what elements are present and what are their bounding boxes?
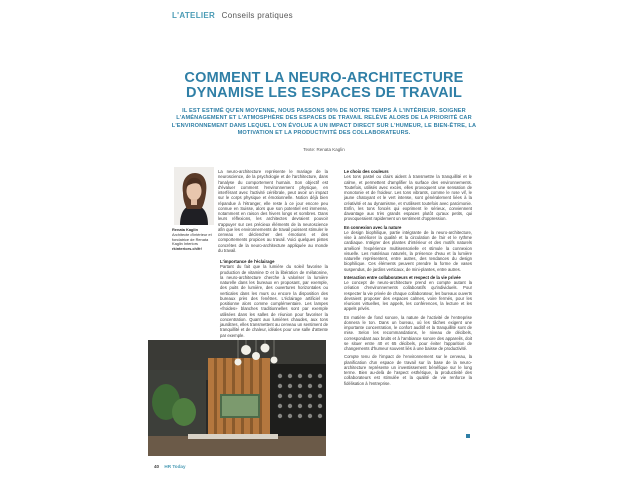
title-line-2: DYNAMISE LES ESPACES DE TRAVAIL (185, 85, 463, 101)
article-title (158, 71, 490, 101)
section-rubric (172, 11, 293, 20)
heading-colors: Le choix des couleurs (344, 169, 389, 174)
author-caption (172, 228, 218, 252)
heading-lighting: L'importance de l'éclairage (220, 259, 275, 264)
column-right (344, 169, 472, 386)
subsection-label: Conseils pratiques (221, 11, 293, 20)
office-photo (148, 340, 326, 456)
paragraph-colors: Les tons pastel ou clairs aident à transmettre la tranquillité et le calme, et permettent d'amplifier la surface des environnements. Toutefois, utilisés avec excès, elles provoquent une sensation de monotonie et de froideur. Les tons vibrants, comme le rose vif, le jaune chatoyant et le vert intense, sont généralement liées à la créativité et au dynamisme, et s'utilisent toutefois avec parcimonie. Enfin, les tons foncés qui expriment le sérieux, conviennent davantage aux très grands espaces plutôt qu'aux petits, qui provoqueraient rapidement un sentiment d'oppression. (344, 174, 472, 222)
standfirst: IL EST ESTIMÉ QU'EN MOYENNE, NOUS PASSONS 90% DE NOTRE TEMPS À L'INTÉRIEUR. SOIGNER L'AMÉNAGEMENT ET L'ATMOSPHÈRE DES ESPACES DE TRAVAIL RELÈVE ALORS DE LA PRIORITÉ CAR L'ENVIRONNEMENT DANS LEQUEL L'ON ÉVOLUE A UN IMPACT DIRECT SUR L'HUMEUR, LE BIEN-ÊTRE, LA MOTIVATION ET LA PRODUCTIVITÉ DES COLLABORATEURS. (171, 108, 477, 136)
page-number: 40 (154, 464, 160, 469)
page-footer (154, 464, 186, 469)
magazine-name: HR Today (164, 464, 186, 469)
author-handle: rkinteriors.ch/fr/ (172, 246, 202, 252)
paragraph-lighting: Partant du fait que la lumière du soleil favorise la production de vitamine D et la libération de mélatonine, la neuro-architecture cherche à valoriser la lumière naturelle dans les bureaux en proposant, par exemple, des puits de lumière, des ouvertures horizontales ou verticales dans les murs ou encore la disposition des bureaux près des fenêtres. L'éclairage artificiel se positionne alors comme complémentaire. Les lampes «froides» blanches traditionnelles sont par exemple utilisées dans les salles de réunion pour favoriser la concentration. Quant aux lumières chaudes, aux tons jaunâtres, elles transmettent au cerveau un sentiment de tranquillité et de chaleur, idéales pour une salle d'attente par exemple. (220, 264, 328, 338)
author-name: Renata Kaglin (172, 227, 198, 232)
paragraph-conclusion: Compte tenu de l'impact de l'environnement sur le cerveau, la planification d'un espace de travail sur la base de la neuro-architecture représente un investissement bénéfique sur le long terme. Bien au-delà de l'aspect esthétique, la productivité des collaborateurs est stimulée et la qualité de vie renforce la fidélisation à l'entreprise. (344, 354, 472, 386)
magazine-page (148, 0, 500, 480)
paragraph-nature: Le design biophilique, partie intégrante de la neuro-architecture, vise à améliorer la qualité et la circulation de l'air et le rythme cardiaque. Intégrer des plantes d'intérieur et des motifs naturels amélioré l'expérience multisensorielle et stimule la connexion visuelle. Les matériaux naturels, la présence d'eau et la lumière naturelle représentent, entre autres, des tendances du design biophilique. Ces éléments peuvent prendre la forme de vases suspendus, de jardins verticaux, de mini-plantes, entre autres. (344, 229, 472, 272)
paragraph-interaction: Le concept de neuro-architecture prend en compte autant la création d'environnements collaboratifs qu'individuels. Pour respecter la vie privée de chaque collaborateur, les bureaux ouverts devraient proposer des espaces calmes, voire fermés, pour les réunions virtuelles, les appels, les conférences, la lecture et les appels privés. (344, 280, 472, 312)
title-line-1: COMMENT LA NEURO-ARCHITECTURE (184, 70, 464, 86)
column-left-top (218, 169, 328, 253)
author-role: Architecte d'intérieur et fondatrice de Renata Kaglin Interiors (172, 231, 212, 247)
paragraph-sound: En matière de fond sonore, la nature de l'activité de l'entreprise donnera le ton. Dans un bureau, où les tâches exigent une importante concentration, le confort auditif et la tranquillité sont de mise. Selon les recommandations, le niveau de décibels, correspondant aux bruits et à l'ambiance sonore des appareils, doit se situer entre 40 et 65 décibels, pour éviter l'apparition de changements d'humeur souvent liés à une baisse de productivité. (344, 314, 472, 351)
intro-paragraph: La neuro-architecture représente le mariage de la neuroscience, de la psychologie et de l'architecture, dans l'analyse du comportement humain. Son objectif est d'évaluer comment l'environnement physique, en interférant avec l'activité cérébrale, peut avoir un impact sur le corps physique et émotionnelle. Notion déjà bien répandue à l'étranger, elle reste à ce jour encore peu connue en Suisse, alors que son potentiel est immense, notamment en raison des hivers longs et sombres. Dans leurs réflexions, les architectes devraient pouvoir s'appuyer sur ces précieux éléments de la neuroscience afin que les environnements de travail puissent stimuler le cerveau et déclencher des émotions et des comportements propices au travail. Voici quelques pistes concrètes de la neuro-architecture appliquée au monde du travail. (218, 169, 328, 253)
section-label: L'ATELIER (172, 11, 216, 20)
author-portrait (174, 167, 214, 225)
article-end-mark (466, 434, 470, 438)
heading-nature: En connexion avec la nature (344, 224, 402, 230)
byline: Texte: Renata Kaglin (303, 147, 345, 152)
column-left-mid (220, 256, 328, 338)
heading-interaction: Interaction entre collaborateurs et respect de la vie privée (344, 274, 461, 280)
